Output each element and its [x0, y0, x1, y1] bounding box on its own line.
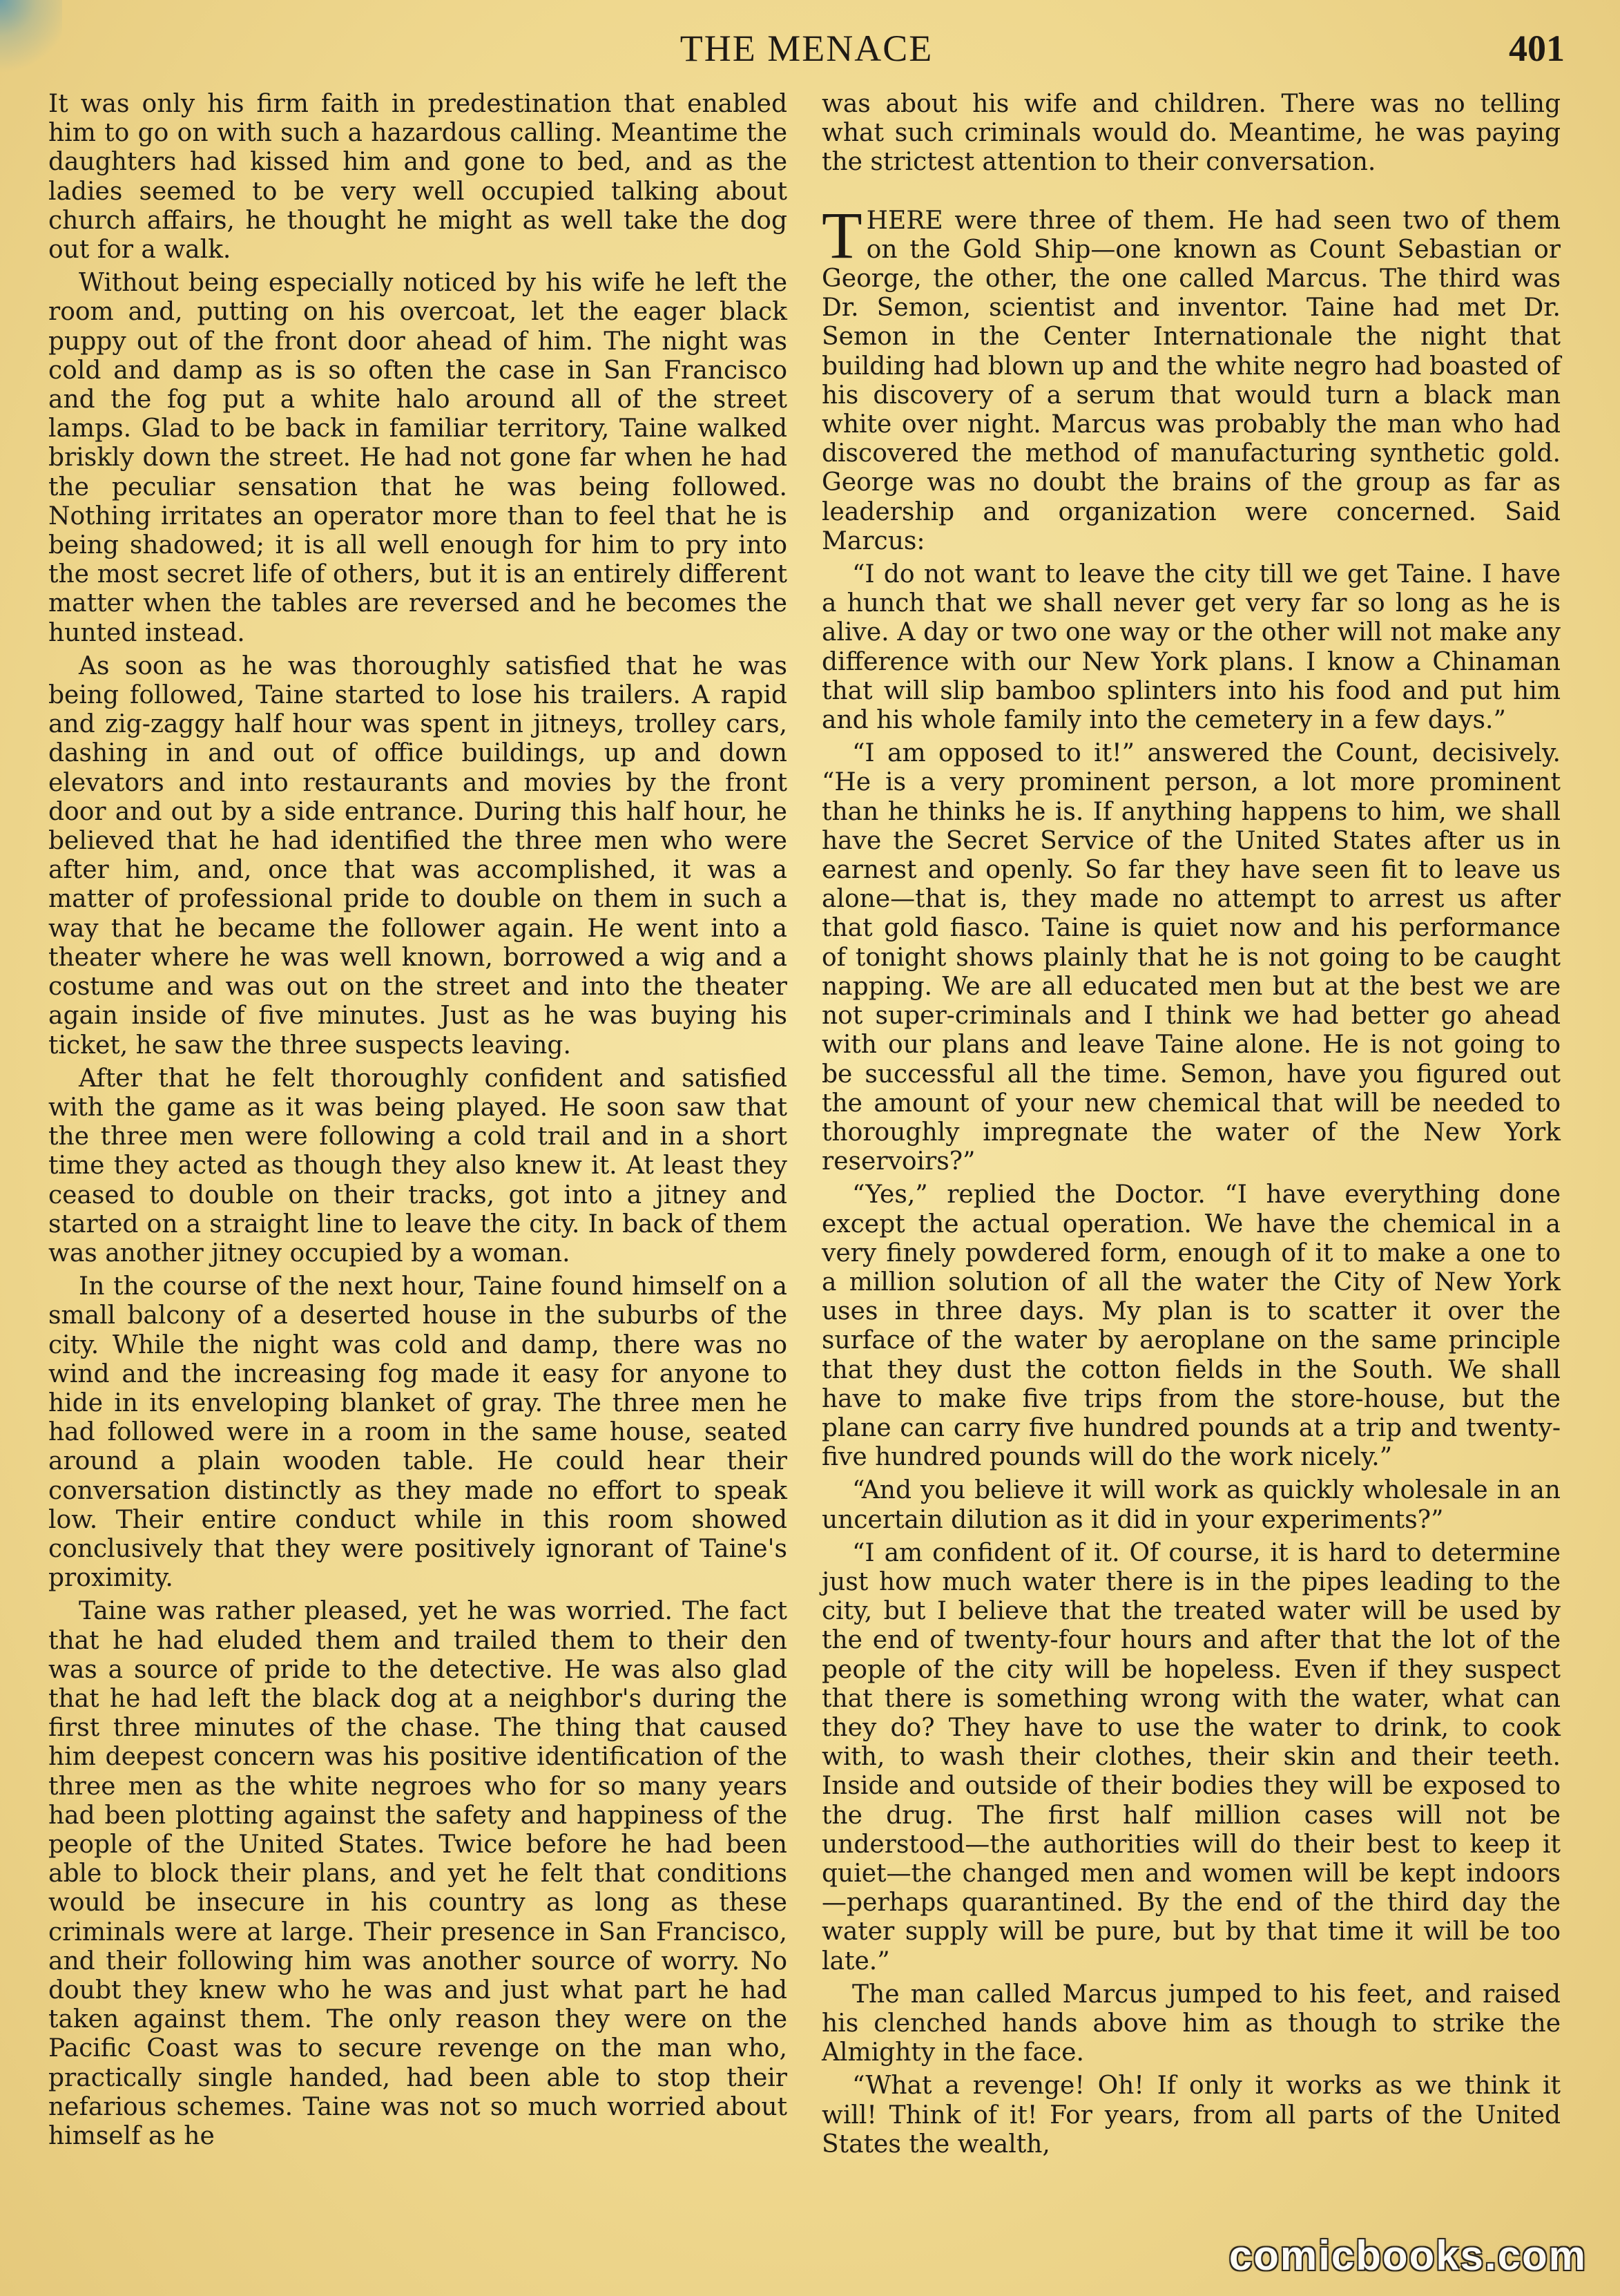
- dropcap-letter: T: [822, 198, 862, 272]
- left-column: [48, 90, 787, 2155]
- dropcap-paragraph: [822, 198, 1561, 556]
- paragraph: “And you believe it will work as quickly wholesale in an uncertain dilution as it did in your experiments?”: [822, 1476, 1561, 1534]
- right-column: [822, 90, 1561, 2163]
- paragraph: As soon as he was thoroughly satisfied that he was being followed, Taine started to lose his trailers. A rapid and zig-zaggy half hour was spent in jitneys, trolley cars, dashing in and out of office buildings, up and down elevators and into restaurants and movies by the front door and out by a side entrance. During this half hour, he believed that he had identified the three men who were after him, and, once that was accomplished, it was a matter of professional pride to double on them in such a way that he became the follower again. He went into a theater where he was well known, borrowed a wig and a costume and was out on the street and into the theater again inside of five minutes. Just as he was buying his ticket, he saw the three suspects leaving.: [48, 651, 787, 1060]
- dropcap-text: HERE were three of them. He had seen two of them on the Gold Ship—one known as Count Sebastian or George, the other, the one called Marcus. The third was Dr. Semon, scientist and inventor. Taine had met Dr. Semon in the Center Internationale the night that building had blown up and the white negro had boasted of his discovery of a serum that would turn a black man white over night. Marcus was probably the man who had discovered the method of manufacturing synthetic gold. George was no doubt the brains of the group as far as leadership and organization were concerned. Said Marcus:: [822, 206, 1561, 555]
- paragraph: “Yes,” replied the Doctor. “I have everything done except the actual operation. We have the chemical in a very finely powdered form, enough of it to make a one to a million solution of all the water the City of New York uses in three days. My plan is to scatter it over the surface of the water by aeroplane on the same principle that they dust the cotton fields in the South. We shall have to make five trips from the store-house, but the plane can carry five hundred pounds at a trip and twenty-five hundred pounds will do the work nicely.”: [822, 1180, 1561, 1472]
- paragraph: Taine was rather pleased, yet he was worried. The fact that he had eluded them and trailed them to their den was a source of pride to the detective. He was also glad that he had left the black dog at a neighbor's during the first three minutes of the chase. The thing that caused him deepest concern was his positive identification of the three men as the white negroes who for so many years had been plotting against the safety and happiness of the people of the United States. Twice before he had been able to block their plans, and yet he felt that conditions would be insecure in his country as long as these criminals were at large. Their presence in San Francisco, and their following him was another source of worry. No doubt they knew who he was and just what part he had taken against them. The only reason they were on the Pacific Coast was to secure revenge on the man who, practically single handed, had been able to stop their nefarious schemes. Taine was not so much worried about himself as he: [48, 1597, 787, 2151]
- paragraph: “What a revenge! Oh! If only it works as we think it will! Think of it! For years, from all parts of the United States the wealth,: [822, 2072, 1561, 2159]
- paragraph: “I do not want to leave the city till we get Taine. I have a hunch that we shall never get very far so long as he is alive. A day or two one way or the other will not make any difference with our New York plans. I know a Chinaman that will slip bamboo splinters into his food and put him and his whole family into the cemetery in a few days.”: [822, 560, 1561, 735]
- page-title: THE MENACE: [679, 28, 934, 69]
- running-head: [48, 21, 1565, 76]
- paragraph: was about his wife and children. There was no telling what such criminals would do. Meantime, he was paying the strictest attention to their conversation.: [822, 90, 1561, 177]
- watermark: comicbooks.com: [1228, 2232, 1587, 2279]
- paragraph: In the course of the next hour, Taine found himself on a small balcony of a deserted house in the suburbs of the city. While the night was cold and damp, there was no wind and the increasing fog made it easy for anyone to hide in its enveloping blanket of gray. The three men he had followed were in a room in the same house, seated around a plain wooden table. He could hear their conversation distinctly as they made no effort to speak low. Their entire conduct while in this room showed conclusively that they were positively ignorant of Taine's proximity.: [48, 1272, 787, 1593]
- paragraph: Without being especially noticed by his wife he left the room and, putting on his overcoat, let the eager black puppy out of the front door ahead of him. The night was cold and damp as is so often the case in San Francisco and the fog put a white halo around all of the street lamps. Glad to be back in familiar territory, Taine walked briskly down the street. He had not gone far when he had the peculiar sensation that he was being followed. Nothing irritates an operator more than to feel that he is being shadowed; it is all well enough for him to pry into the most secret life of others, but it is an entirely different matter when the tables are reversed and he becomes the hunted instead.: [48, 269, 787, 647]
- paragraph: “I am opposed to it!” answered the Count, decisively. “He is a very prominent person, a lot more prominent than he thinks he is. If anything happens to him, we shall have the Secret Service of the United States after us in earnest and openly. So far they have seen fit to leave us alone—that is, they made no attempt to arrest us after that gold fiasco. Taine is quiet now and his performance of tonight shows plainly that he is not going to be caught napping. We are all educated men but at the best we are not super-criminals and I think we had better go ahead with our plans and leave Taine alone. He is not going to be successful all the time. Semon, have you figured out the amount of your new chemical that will be needed to thoroughly impregnate the water of the New York reservoirs?”: [822, 739, 1561, 1176]
- paragraph: After that he felt thoroughly confident and satisfied with the game as it was being played. He soon saw that the three men were following a cold trail and in a short time they acted as though they also knew it. At least they ceased to double on their tracks, got into a jitney and started on a straight line to leave the city. In back of them was another jitney occupied by a woman.: [48, 1064, 787, 1267]
- paragraph: It was only his firm faith in predestination that enabled him to go on with such a hazardous calling. Meantime the daughters had kissed him and gone to bed, and as the ladies seemed to be very well occupied talking about church affairs, he thought he might as well take the dog out for a walk.: [48, 90, 787, 265]
- paragraph: “I am confident of it. Of course, it is hard to determine just how much water there is in the pipes leading to the city, but I believe that the treated water will be used by the end of twenty-four hours and after that the lot of the people of the city will be hopeless. Even if they suspect that there is something wrong with the water, what can they do? They have to use the water to drink, to cook with, to wash their clothes, their skin and their teeth. Inside and outside of their bodies they will be exposed to the drug. The first half million cases will not be understood—the authorities will do their best to keep it quiet—the changed men and women will be kept indoors—perhaps quarantined. By the end of the third day the water supply will be pure, but by that time it will be too late.”: [822, 1538, 1561, 1975]
- paragraph: The man called Marcus jumped to his feet, and raised his clenched hands above him as though to strike the Almighty in the face.: [822, 1980, 1561, 2067]
- page-number: 401: [1509, 28, 1565, 69]
